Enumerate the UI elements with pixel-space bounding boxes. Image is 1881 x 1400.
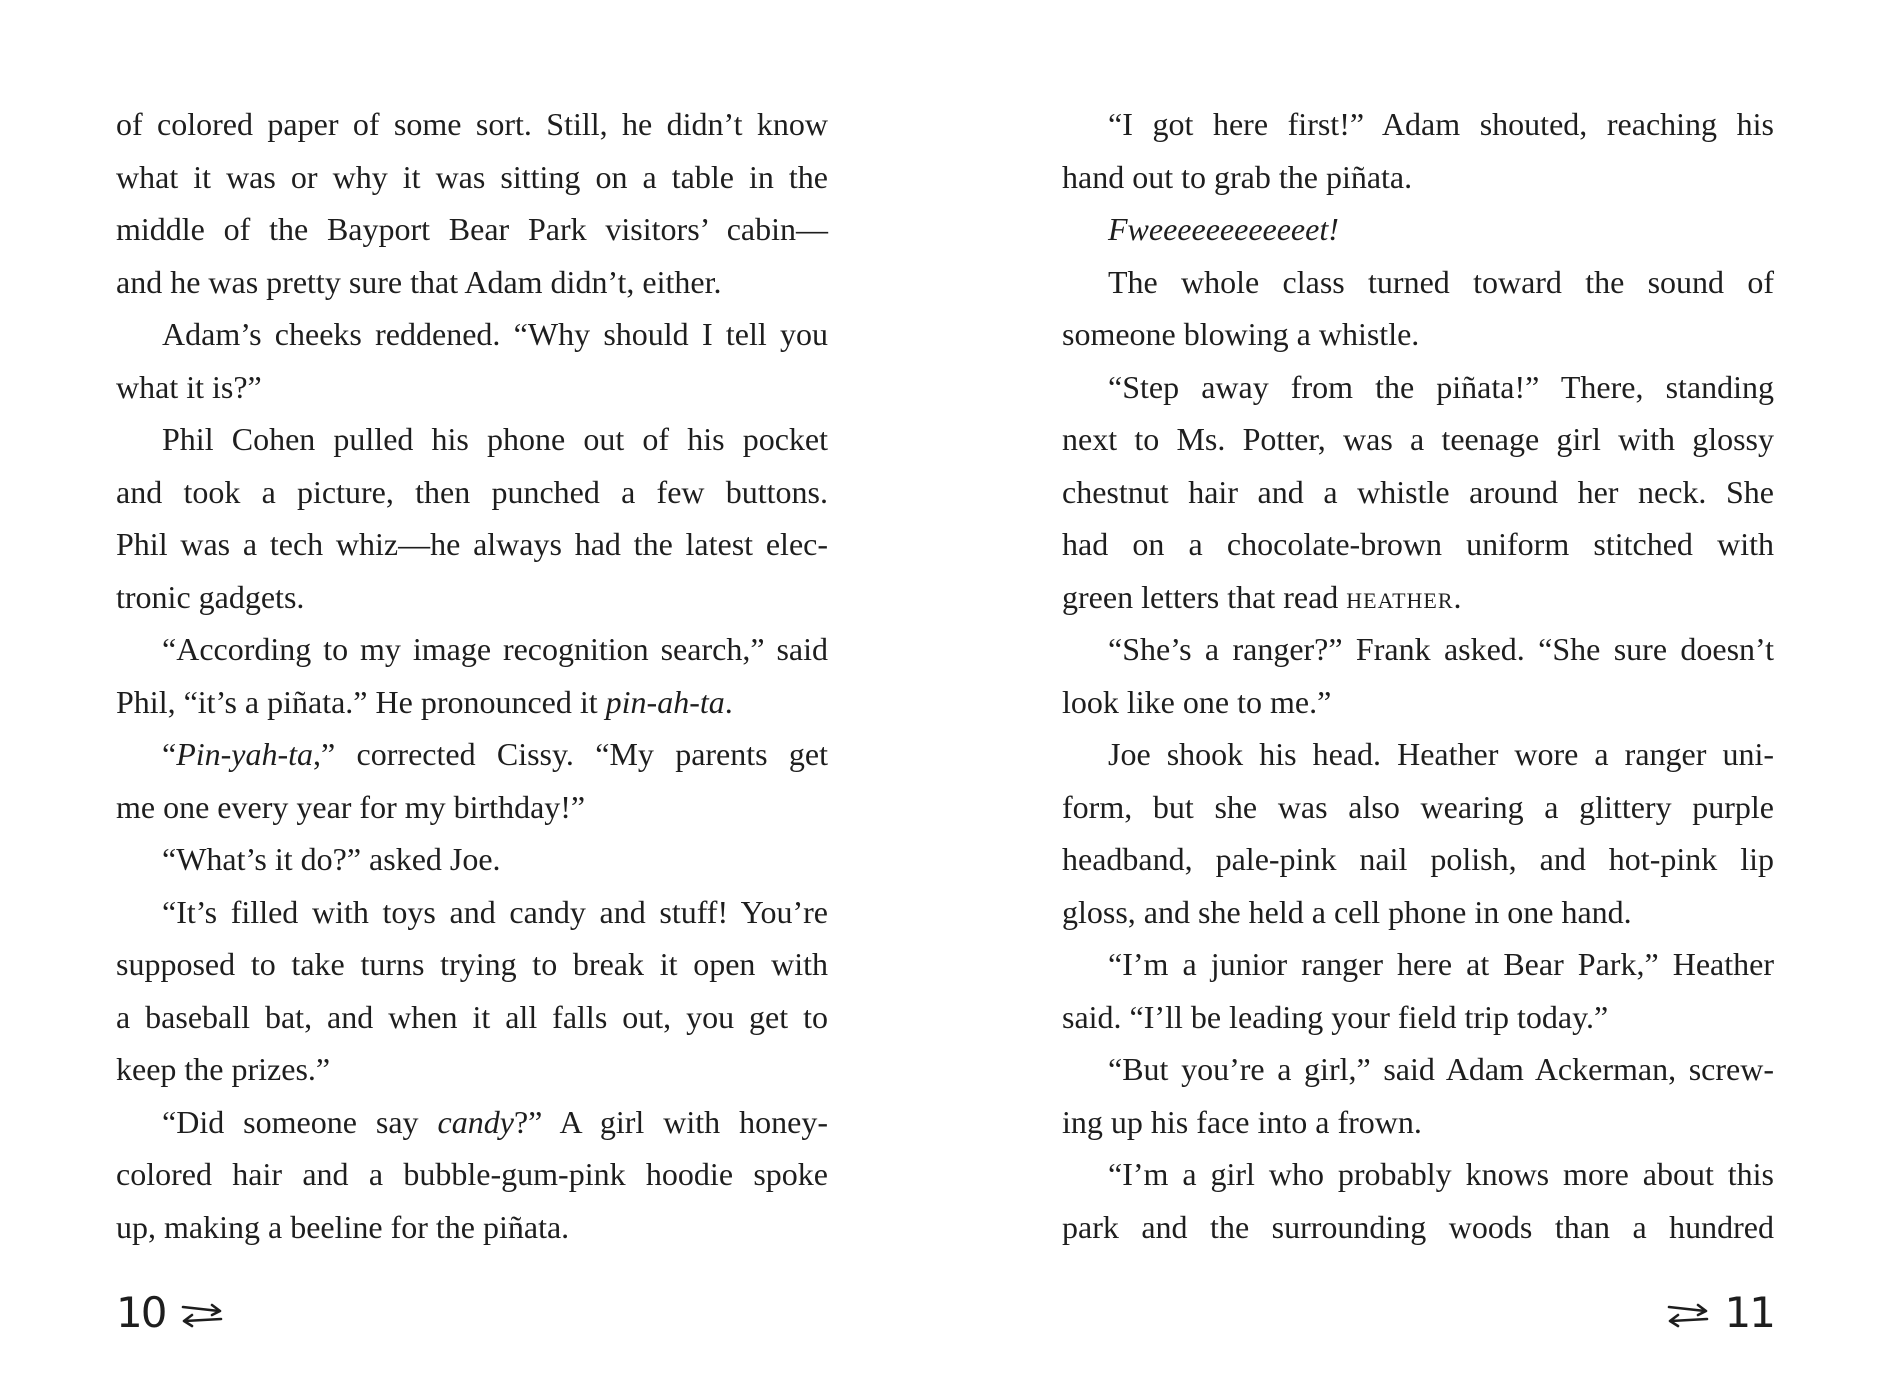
text-line: Fweeeeeeeeeeeet!: [1108, 211, 1339, 247]
text-line: hand out to grab the piñata.: [1062, 158, 1413, 195]
page-number: 11: [1724, 1287, 1774, 1337]
text-line: someone blowing a whistle.: [1062, 316, 1420, 352]
text-line: chestnut hair and a whistle around her neck. She: [1062, 473, 1774, 510]
body-text: [1062, 98, 1774, 1253]
page-footer: [1665, 1285, 1774, 1341]
double-arrow-icon: [179, 1298, 225, 1328]
text-line: form, but she was also wearing a glittery purple: [1062, 788, 1774, 825]
text-line: up, making a beeline for the piñata.: [116, 1208, 570, 1245]
text-line: gloss, and she held a cell phone in one hand.: [1062, 893, 1632, 930]
text-line: colored hair and a bubble-gum-pink hoodie spoke: [116, 1156, 828, 1192]
text-line: Phil was a tech whiz—he always had the latest elec-: [116, 526, 828, 562]
text-line: said. “I’ll be leading your field trip today.”: [1062, 998, 1609, 1035]
text-line: of colored paper of some sort. Still, he didn’t know: [116, 106, 828, 142]
text-line: tronic gadgets.: [116, 578, 305, 615]
text-line: a baseball bat, and when it all falls out, you get to: [116, 998, 828, 1035]
text-line: “I’m a junior ranger here at Bear Park,” Heather: [1108, 946, 1774, 982]
text-line: headband, pale-pink nail polish, and hot-pink lip: [1062, 841, 1774, 877]
text-line: Joe shook his head. Heather wore a ranger uni-: [1108, 736, 1774, 772]
text-line: look like one to me.”: [1062, 683, 1332, 720]
text-line: and he was pretty sure that Adam didn’t, either.: [116, 263, 722, 300]
text-line: had on a chocolate-brown uniform stitched with: [1062, 526, 1774, 562]
text-line: “Step away from the piñata!” There, standing: [1108, 368, 1774, 405]
left-page: [116, 0, 828, 1400]
text-line: green letters that read heather.: [1062, 578, 1462, 615]
page-number: 10: [116, 1287, 166, 1337]
body-text: [116, 98, 828, 1253]
text-line: “What’s it do?” asked Joe.: [162, 841, 501, 877]
text-line: “Pin-yah-ta,” corrected Cissy. “My parents get: [162, 736, 828, 772]
text-line: what it was or why it was sitting on a table in the: [116, 158, 828, 195]
double-arrow-icon: [1665, 1298, 1711, 1328]
text-line: supposed to take turns trying to break it open with: [116, 946, 828, 982]
right-page: [1062, 0, 1774, 1400]
text-line: Adam’s cheeks reddened. “Why should I tell you: [162, 316, 828, 352]
text-line: “I’m a girl who probably knows more about this: [1108, 1156, 1774, 1192]
text-line: me one every year for my birthday!”: [116, 788, 586, 825]
text-line: Phil Cohen pulled his phone out of his pocket: [162, 421, 828, 457]
text-line: next to Ms. Potter, was a teenage girl with glossy: [1062, 421, 1774, 457]
text-line: ing up his face into a frown.: [1062, 1103, 1422, 1140]
text-line: “I got here first!” Adam shouted, reaching his: [1108, 106, 1774, 142]
text-line: The whole class turned toward the sound of: [1108, 263, 1774, 300]
text-line: “According to my image recognition search,” said: [162, 631, 828, 667]
text-line: “It’s filled with toys and candy and stuff! You’re: [162, 893, 828, 930]
text-line: “Did someone say candy?” A girl with honey-: [162, 1103, 829, 1140]
text-line: and took a picture, then punched a few buttons.: [116, 473, 828, 510]
text-line: middle of the Bayport Bear Park visitors’ cabin—: [116, 211, 828, 247]
text-line: “But you’re a girl,” said Adam Ackerman, screw-: [1108, 1051, 1774, 1087]
text-line: park and the surrounding woods than a hundred: [1062, 1208, 1774, 1245]
text-line: what it is?”: [116, 368, 262, 405]
text-line: Phil, “it’s a piñata.” He pronounced it pin-ah-ta.: [116, 683, 733, 720]
text-line: keep the prizes.”: [116, 1051, 331, 1087]
text-line: “She’s a ranger?” Frank asked. “She sure doesn’t: [1108, 631, 1774, 667]
page-footer: [116, 1285, 225, 1341]
